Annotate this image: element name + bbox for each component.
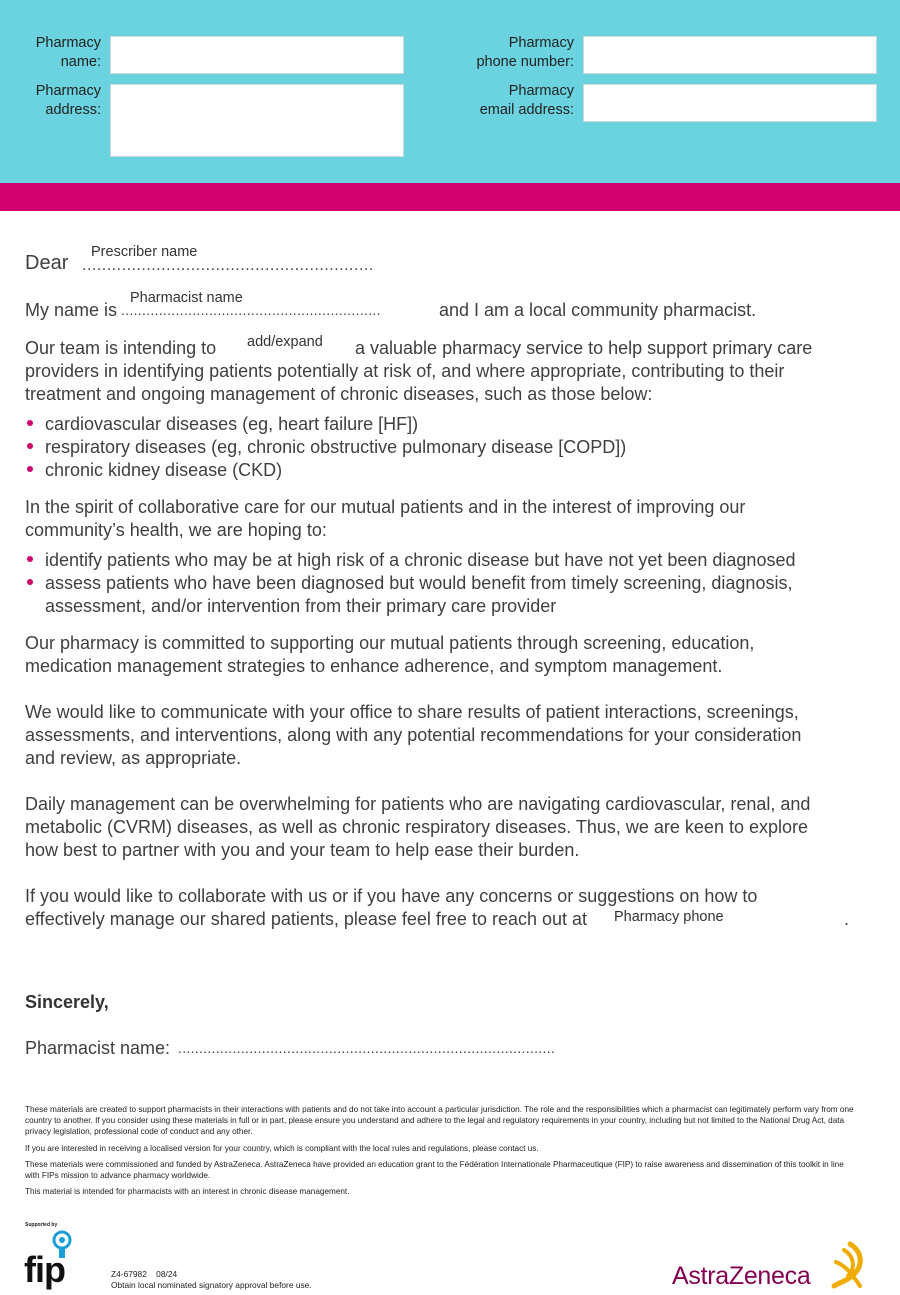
goal-item-identify: identify patients who may be at high risk of a chronic disease but have not yet been diagnosed xyxy=(45,550,796,570)
pharmacy-name-label: Pharmacy name: xyxy=(35,35,101,70)
bullet-dot xyxy=(27,466,33,472)
astrazeneca-logo xyxy=(672,1240,872,1292)
bullet-dot xyxy=(27,443,33,449)
p1-line1-suffix: a valuable pharmacy service to help support primary care xyxy=(355,338,813,358)
p1-line3: treatment and ongoing management of chronic diseases, such as those below: xyxy=(25,384,653,404)
p2-line2: community’s health, we are hoping to: xyxy=(25,520,327,540)
disease-item-respiratory: respiratory diseases (eg, chronic obstructive pulmonary disease [COPD]) xyxy=(45,437,627,457)
astrazeneca-symbol-icon xyxy=(830,1240,870,1290)
pharmacy-phone-field[interactable] xyxy=(583,36,877,74)
p2-line1: In the spirit of collaborative care for our mutual patients and in the interest of improving our xyxy=(25,497,746,517)
p6-period: . xyxy=(844,909,850,929)
p3-line1: Our pharmacy is committed to supporting our mutual patients through screening, education, xyxy=(25,633,755,653)
prescriber-name-dots: ........................................................... xyxy=(82,257,374,274)
disease-item-cardiovascular: cardiovascular diseases (eg, heart failure [HF]) xyxy=(45,414,419,434)
pharmacy-phone-placeholder[interactable]: Pharmacy phone xyxy=(614,909,724,925)
astrazeneca-wordmark: AstraZeneca xyxy=(672,1262,811,1290)
goal-item-assess-line2: assessment, and/or intervention from their primary care provider xyxy=(45,596,557,616)
p5-line2: metabolic (CVRM) diseases, as well as chronic respiratory diseases. Thus, we are keen to explore xyxy=(25,817,808,837)
p4-line2: assessments, and interventions, along with any potential recommendations for your consideration xyxy=(25,725,802,745)
p5-line3: how best to partner with you and your team to help ease their burden. xyxy=(25,840,580,860)
p3-line2: medication management strategies to enhance adherence, and symptom management. xyxy=(25,656,723,676)
disease-item-kidney: chronic kidney disease (CKD) xyxy=(45,460,283,480)
service-placeholder[interactable]: add/expand xyxy=(247,334,323,350)
signoff-pharmacist-label: Pharmacist name: xyxy=(25,1038,171,1058)
dear-salutation: Dear xyxy=(25,252,69,274)
approval-note: Obtain local nominated signatory approval before use. xyxy=(111,1280,312,1290)
disclaimer-para3: These materials were commissioned and funded by AstraZeneca. AstraZeneca have provided an education grant to the Fédération Internationale Pharmaceutique (FIP) to raise awareness and dissemination of this toolkit in line with FIPs mission to advance pharmacy worldwide. xyxy=(25,1160,844,1180)
disclaimer-para4: This material is intended for pharmacists with an interest in chronic disease management. xyxy=(25,1187,350,1196)
intro-suffix: and I am a local community pharmacist. xyxy=(439,300,757,320)
intro-prefix: My name is xyxy=(25,300,118,320)
material-code: Z4-67982 08/24 xyxy=(111,1269,178,1279)
header-accent-bar xyxy=(0,183,900,211)
p6-line2: effectively manage our shared patients, please feel free to reach out at xyxy=(25,909,588,929)
pharmacy-email-label: Pharmacy email address: xyxy=(479,83,574,118)
pharmacy-phone-label: Pharmacy phone number: xyxy=(476,35,574,70)
p4-line3: and review, as appropriate. xyxy=(25,748,242,768)
bullet-dot xyxy=(27,556,33,562)
goal-item-assess-line1: assess patients who have been diagnosed but would benefit from timely screening, diagnosis, xyxy=(45,573,793,593)
p6-line1: If you would like to collaborate with us or if you have any concerns or suggestions on how to xyxy=(25,886,758,906)
fip-logo-text: fip xyxy=(24,1249,65,1290)
disclaimer-para2: If you are interested in receiving a localised version for your country, which is compliant with the local rules and regulations, please contact us. xyxy=(25,1144,539,1153)
prescriber-name-placeholder[interactable]: Prescriber name xyxy=(91,244,198,260)
disclaimer-para1: These materials are created to support pharmacists in their interactions with patients and do not take into account a particular jurisdiction. The role and the responsibilities which a pharmacist can legitimately perform vary from one country to another. If you consider using these materials in full or in part, please ensure you understand and adhere to the legal and regulatory requirements in your country, including but not limited to the National Drug Act, data privacy legislation, professional code of conduct and any other. xyxy=(25,1105,854,1136)
pharmacy-email-field[interactable] xyxy=(583,84,877,122)
fip-logo xyxy=(24,1222,84,1292)
sincerely: Sincerely, xyxy=(25,992,109,1012)
pharmacy-name-field[interactable] xyxy=(110,36,404,74)
supported-by-label: Supported by xyxy=(25,1222,58,1228)
bullet-dot xyxy=(27,579,33,585)
p1-prefix: Our team is intending to xyxy=(25,338,217,358)
p4-line1: We would like to communicate with your office to share results of patient interactions, screenings, xyxy=(25,702,799,722)
intro-pharmacist-dots: .............................................................. xyxy=(121,302,381,318)
bullet-dot xyxy=(27,420,33,426)
signoff-pharmacist-dots: .......................................................................................... xyxy=(178,1040,556,1056)
p1-line2: providers in identifying patients potentially at risk of, and where appropriate, contributing to their xyxy=(25,361,785,381)
pharmacy-address-label: Pharmacy address: xyxy=(35,83,101,118)
pharmacy-address-field[interactable] xyxy=(110,84,404,157)
pharmacist-name-placeholder[interactable]: Pharmacist name xyxy=(130,290,243,306)
p5-line1: Daily management can be overwhelming for patients who are navigating cardiovascular, renal, and xyxy=(25,794,811,814)
